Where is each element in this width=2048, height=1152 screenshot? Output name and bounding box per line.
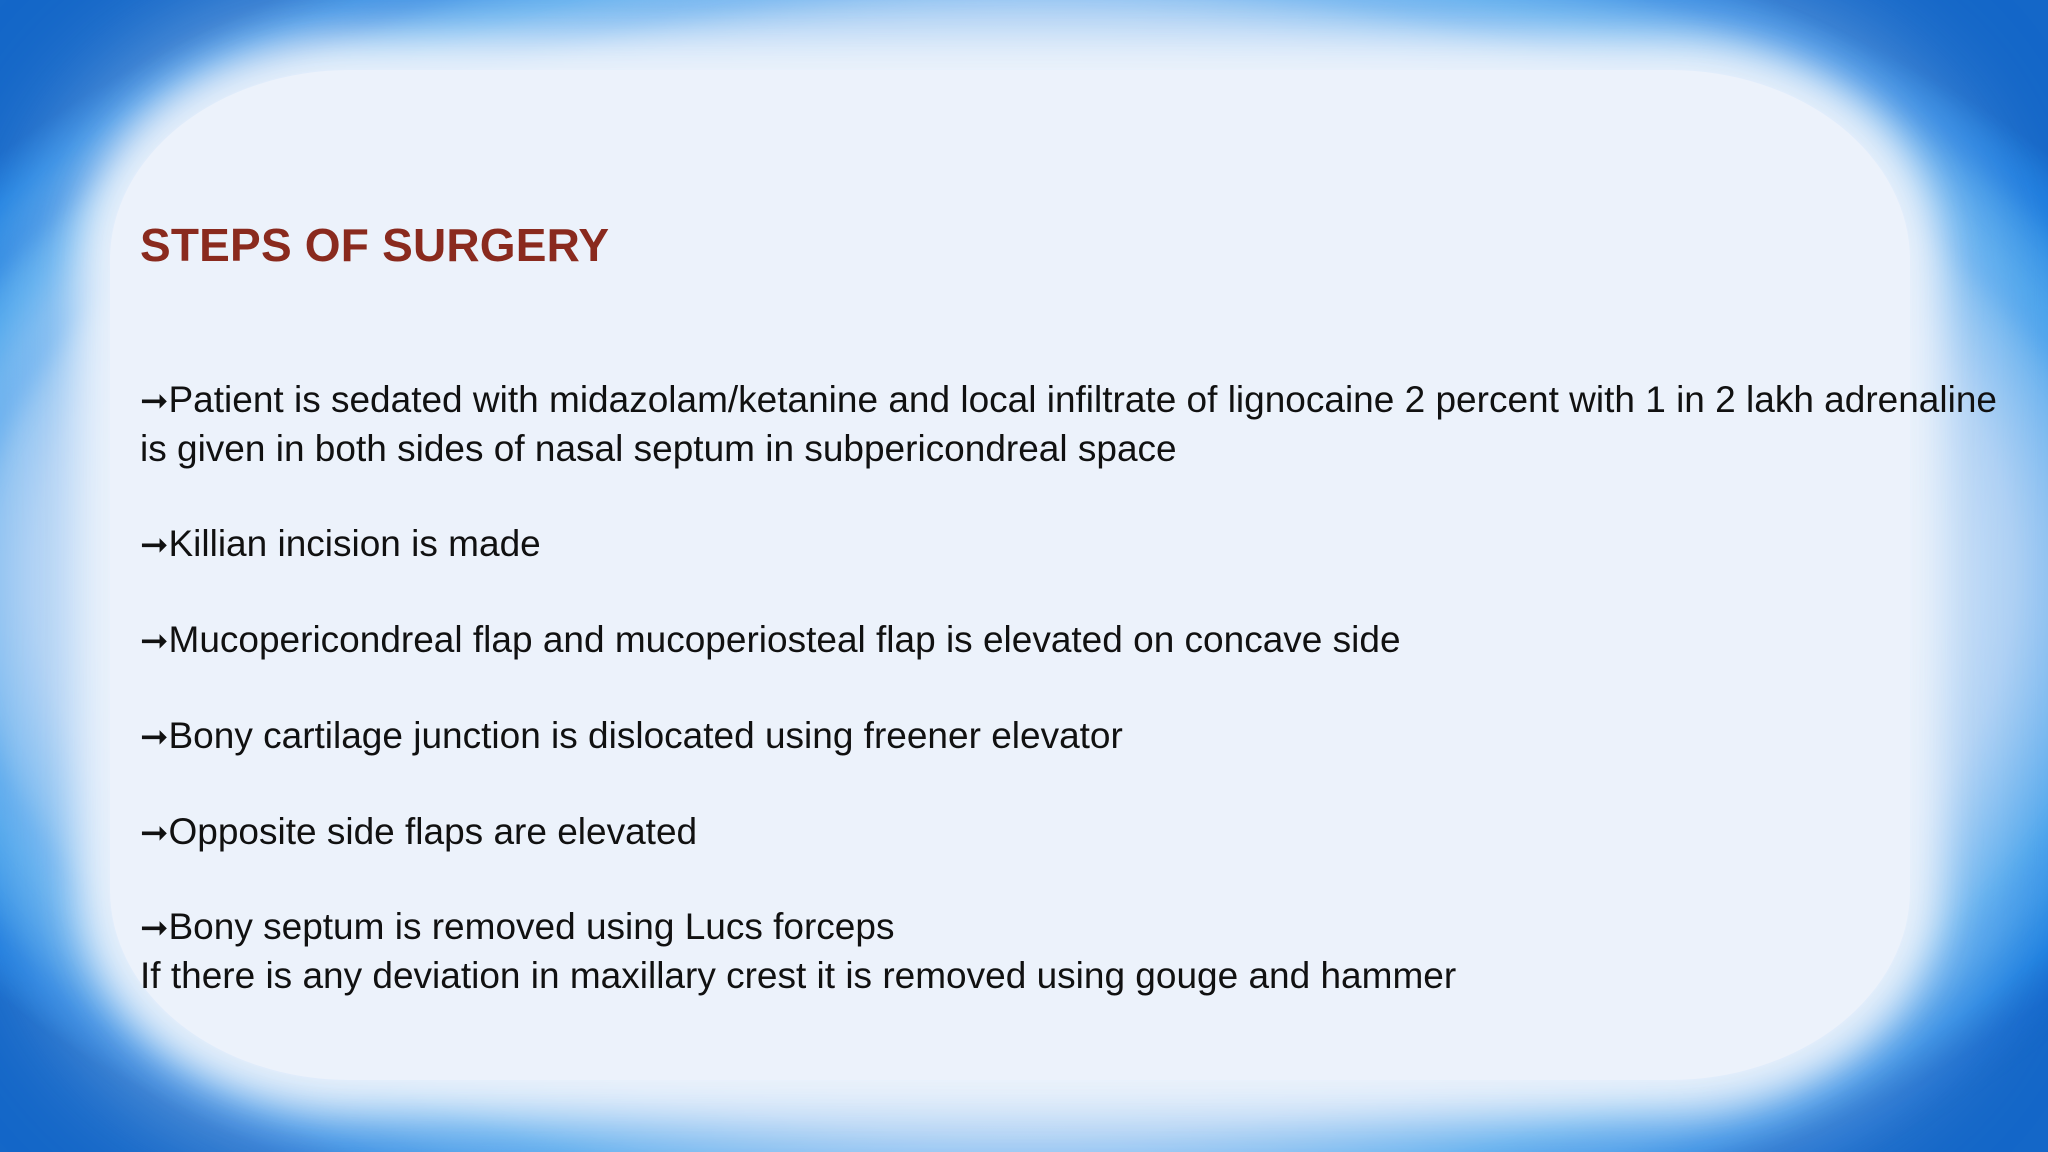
arrow-right-icon: ➞ [140, 381, 169, 421]
step-6-line-2: If there is any deviation in maxillary crest it is removed using gouge and hammer [140, 955, 1457, 996]
arrow-right-icon: ➞ [140, 908, 169, 948]
step-4: ➞Bony cartilage junction is dislocated using freener elevator [140, 715, 1123, 757]
step-3: ➞Mucopericondreal flap and mucoperiosteal flap is elevated on concave side [140, 619, 1401, 661]
slide-title: STEPS OF SURGERY [140, 219, 610, 271]
step-6 [140, 903, 1456, 1000]
step-1-line-2: is given in both sides of nasal septum in subpericondreal space [140, 428, 1177, 469]
slide-content [140, 0, 2048, 1152]
arrow-right-icon: ➞ [140, 813, 169, 853]
step-2: ➞Killian incision is made [140, 523, 541, 565]
step-5: ➞Opposite side flaps are elevated [140, 811, 698, 853]
step-1 [140, 376, 1997, 473]
arrow-right-icon: ➞ [140, 621, 169, 661]
arrow-right-icon: ➞ [140, 525, 169, 565]
arrow-right-icon: ➞ [140, 717, 169, 757]
step-6-line-1: ➞Bony septum is removed using Lucs forceps [140, 906, 895, 948]
step-1-line-1: ➞Patient is sedated with midazolam/ketanine and local infiltrate of lignocaine 2 percent with 1 in 2 lakh adrenaline [140, 379, 1997, 421]
